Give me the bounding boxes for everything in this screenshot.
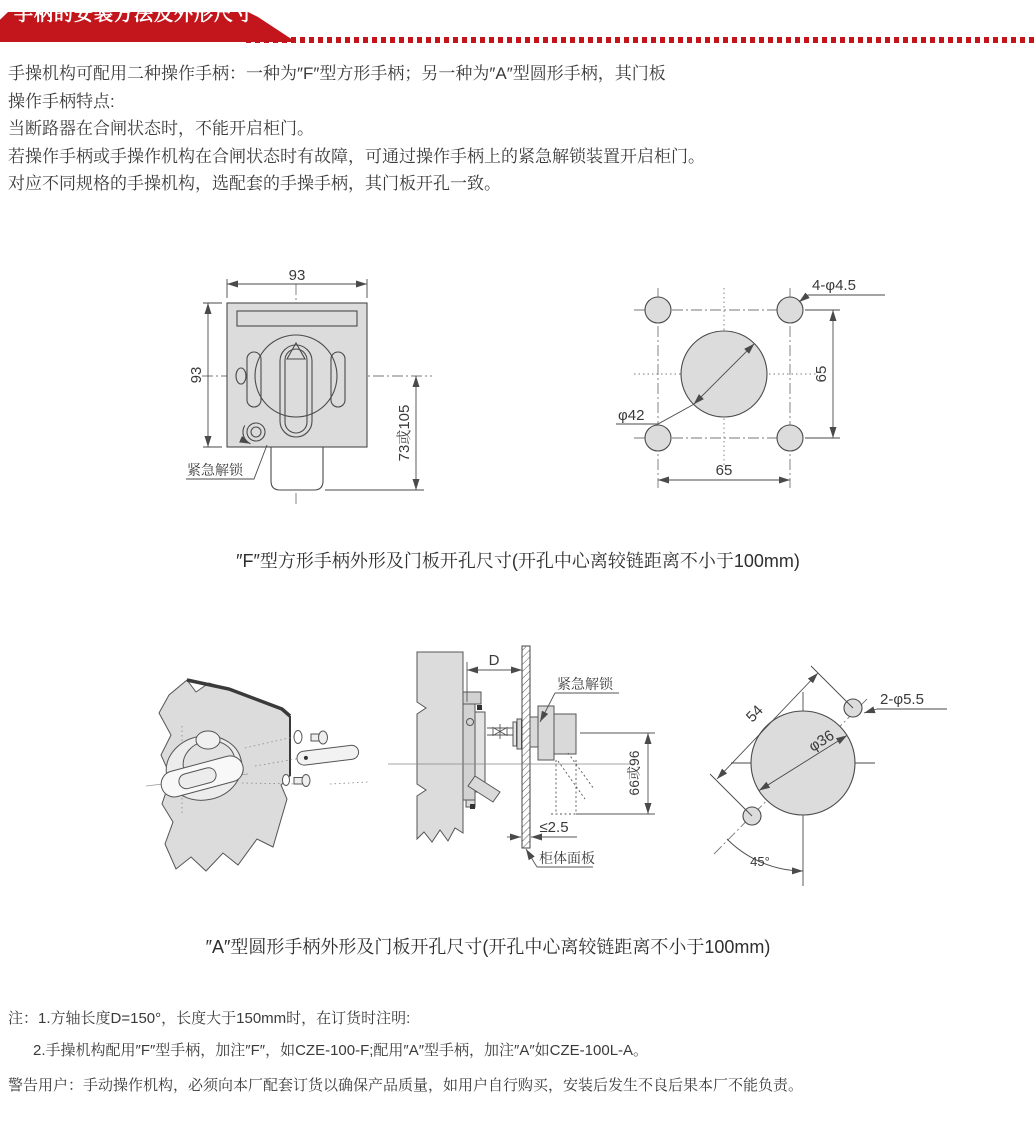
dim-f-pitch-v: 65 [813,365,830,383]
mount-hole [645,425,671,451]
dim-panel-thickness: ≤2.5 [539,819,569,836]
mechanism-body [417,652,463,842]
figure-f-caption: ″F″型方形手柄外形及门板开孔尺寸(开孔中心离较链距离不小于100mm) [236,551,800,571]
dim-f-width: 93 [288,267,306,284]
mount-hole [777,297,803,323]
shaft-pin [296,744,359,765]
label-mount-holes-a: 2-φ5.5 [880,691,924,708]
figure-f-type [140,248,900,540]
intro-line-4: 若操作手柄或手操作机构在合闸状态时有故障，可通过操作手柄上的紧急解锁装置开启柜门。 [8,146,705,166]
washer [283,775,290,786]
note-line-2: 2.手操机构配用″F″型手柄，加注″F″，如CZE-100-F;配用″A″型手柄，加注″A″如CZE-100L-A。 [33,1042,649,1059]
intro-line-5: 对应不同规格的手操机构，选配套的手操手柄，其门板开孔一致。 [8,174,501,193]
washer [294,731,302,744]
label-angle-45: 45° [750,854,770,869]
screw-head [319,731,328,744]
mount-hole [777,425,803,451]
intro-text [8,60,1018,198]
cabinet-panel [522,646,530,848]
dim-a-hole-pitch: 54 [742,701,767,726]
label-emergency-unlock-f: 紧急解锁 [187,462,243,478]
intro-line-3: 当断路器在合闸状态时，不能开启柜门。 [8,119,314,138]
label-emergency-unlock-a: 紧急解锁 [557,676,613,692]
screw-head [302,775,310,787]
f-drill-pattern [616,288,885,488]
warning-line: 警告用户：手动操作机构，必须向本厂配套订货以确保产品质量，如用户自行购买，安装后发生不良后果本厂不能负责。 [8,1077,804,1094]
dotted-divider [246,37,1034,43]
note-line-1: 注：1.方轴长度D=150°，长度大于150mm时，在订货时注明: [8,1010,411,1027]
a-handle-exploded-view [146,680,368,871]
intro-line-2: 操作手柄特点: [8,91,115,111]
label-cabinet-panel: 柜体面板 [539,850,595,866]
label-mount-holes-f: 4-φ4.5 [812,277,856,294]
handle-face-plate [227,303,367,447]
figure-a-caption: ″A″型圆形手柄外形及门板开孔尺寸(开孔中心离较链距离不小于100mm) [205,937,771,957]
dim-f-pitch-h: 65 [715,462,733,479]
handle-flange [530,717,538,747]
label-center-hole-f: φ42 [618,407,645,424]
dim-shaft-length: D [488,652,500,669]
label-center-hole-a: φ36 [805,726,838,756]
mount-hole [645,297,671,323]
section-title: 手柄的安装方法及外形尺寸 [14,4,255,25]
handle-body-side [538,706,554,760]
figure-a-type [130,618,970,926]
dim-f-depth: 73或105 [396,404,413,462]
handle-lower-tab [271,447,323,490]
intro-line-1: 手操机构可配用二种操作手柄：一种为″F″型方形手柄；另一种为″A″型圆形手柄，其门板 [8,64,666,83]
dim-a-height: 66或96 [626,750,642,796]
dim-f-height: 93 [188,366,205,384]
a-handle-side-view [388,646,655,867]
handle-cap-side [554,714,576,754]
